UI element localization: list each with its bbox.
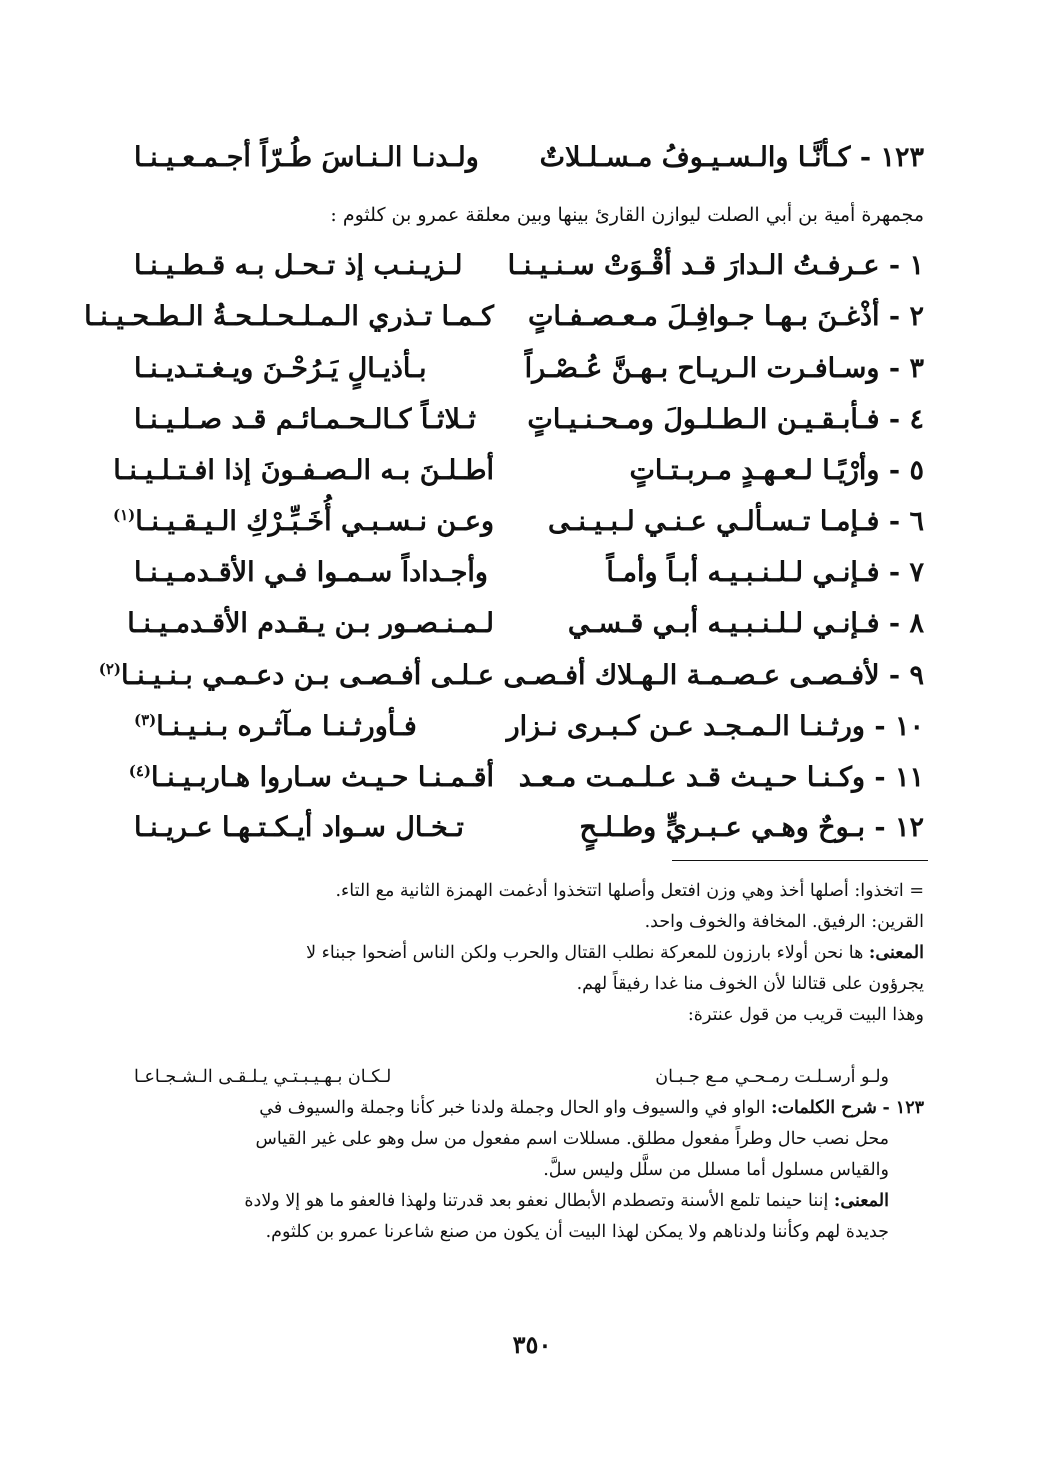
- verse-ajz: [134, 705, 494, 749]
- verse-ajz-text: وعـن نـسـبـي أُخَـبِّـرْكِ الـيـقـيـنـا: [135, 506, 494, 537]
- verse-ajz: [134, 398, 494, 442]
- verse-ajz: [134, 551, 494, 595]
- sharh-text: الواو في والسيوف واو الحال وجملة ولدنا خبر كأنا وجملة والسيوف في: [259, 1098, 766, 1118]
- verse-sadr: ١٠ - ورثـنـا الـمـجـد عـن كـبـرى نـزار: [506, 711, 924, 742]
- verse-sadr: ١١ - وكـنـا حـيـث قـد عـلـمـت مـعـد: [518, 762, 924, 793]
- verse-sadr: ٩ - لأفـصـى عـصـمـة الـهـلاك أفـصـى: [503, 660, 924, 691]
- lead-verse: [134, 136, 924, 180]
- sharh-label: شرح الكلمات:: [771, 1098, 877, 1118]
- verse-line: [134, 244, 924, 288]
- sharh-number: ١٢٣ -: [882, 1098, 924, 1118]
- intro-line: مجمهرة أمية بن أبي الصلت ليوازن القارئ بينها وبين معلقة عمرو بن كلثوم :: [330, 204, 924, 226]
- verse-sadr: ٢ - أذْغـنَ بـهـا جـوافِـلَ مـعـصـفـاتٍ: [528, 301, 924, 332]
- verse-line: [134, 806, 924, 850]
- antara-verse: [134, 1062, 889, 1093]
- meaning-label: المعنى:: [833, 1191, 889, 1211]
- verse-line: [134, 347, 924, 391]
- meaning-text: ها نحن أولاء بارزون للمعركة نطلب القتال والحرب ولكن الناس أضحوا جبناء لا: [306, 943, 864, 963]
- verse-ajz: [113, 500, 494, 544]
- footnote-line: محل نصب حال وطراً مفعول مطلق. مسللات اسم مفعول من سل وهو على غير القياس: [255, 1129, 889, 1149]
- verse-ajz-text: فـأورثـنـا مـآثـره بـنـيـنـا: [156, 711, 417, 742]
- verse-ajz-text: أطـلـنَ بـه الـصـفـونَ إذا افـتـلـيـنـا: [113, 455, 494, 486]
- footnote-line: يجرؤون على قتالنا لأن الخوف منا غدا رفيقاً لهم.: [576, 974, 924, 994]
- sharh-line: [134, 1093, 924, 1124]
- verse-sadr: ٣ - وسـافـرت الـريـاح بـهـنَّ عُـصْـراً: [524, 353, 924, 384]
- verse-ajz: [134, 347, 494, 391]
- verse-ajz: [98, 654, 494, 698]
- footnote-line: = اتخذوا: أصلها أخذ وهي وزن افتعل وأصلها اتتخذوا أدغمت الهمزة الثانية مع التاء.: [335, 881, 924, 901]
- verse-line: [128, 756, 924, 800]
- verse-sadr: ٤ - فـأبـقـيـن الـطـلـولَ ومـحـنـيـاتٍ: [527, 404, 924, 435]
- verse-line: [113, 500, 924, 544]
- verse-ajz: [128, 756, 494, 800]
- verse-sadr: ٨ - فـإنـي لـلـنـبـيـه أبـي قـسـي: [567, 608, 924, 639]
- verse-sadr: ١٢ - بـوحٌ وهـي عـبـريٍّ وطـلـحٍ: [579, 812, 924, 843]
- verse-line: [98, 654, 924, 698]
- verse-line: [84, 295, 924, 339]
- verse-ajz-text: لـمـنـصـور بـن يـقـدم الأقـدمـيـنـا: [127, 608, 494, 639]
- verse-sadr: ٦ - فـإمـا تـسـألـي عـنـي لـبـيـنـى: [547, 506, 924, 537]
- antara-ajz: لـكـان بـهـيـبـتـي يـلـقـى الـشـجـاعـا: [134, 1067, 392, 1087]
- verse-line: [113, 449, 924, 493]
- verse-ajz: [127, 602, 494, 646]
- footnote-marker: (١): [113, 506, 136, 524]
- verse-ajz-text: ثـلاثـاً كـالـحـمـائـم قـد صـلـيـنـا: [134, 404, 477, 435]
- verse-ajz: [84, 295, 494, 339]
- verse-ajz: [134, 244, 494, 288]
- verse-ajz-text: بـأذيـالٍ يَـرُحْـنَ ويـغـتـديـنـا: [134, 353, 427, 384]
- verse-line: [134, 551, 924, 595]
- verse-sadr: ٧ - فـإنـي لـلـنـبـيـه أبـاً وأمـاً: [606, 557, 924, 588]
- verse-ajz-text: تـخـال سـواد أيـكـتـهـا عـريـنـا: [134, 812, 464, 843]
- footnote-marker: (٣): [134, 711, 157, 729]
- footnote-line: جديدة لهم وكأننا ولدناهم ولا يمكن لهذا البيت أن يكون من صنع شاعرنا عمرو بن كلثوم.: [265, 1222, 889, 1242]
- verse-ajz-text: لـزيـنـب إذ تـحـل بـه قـطـيـنـا: [134, 250, 463, 281]
- footnote-separator: [672, 860, 928, 861]
- verse-ajz-text: عـلـى أفـصـى بـن دعـمـي بـنـيـنـا: [121, 660, 494, 691]
- page-number: ٣٥٠: [512, 1330, 552, 1359]
- verse-ajz-text: كـمـا تـذري الـمـلـحـلـحـةُ الـطـحـيـنـا: [84, 301, 494, 332]
- footnote-line: والقياس مسلول أما مسلل من سلَّل وليس سلَّ.: [543, 1160, 889, 1180]
- meaning-text: إننا حينما تلمع الأسنة وتصطدم الأبطال نعفو بعد قدرتنا ولهذا فالعفو ما هو إلا ولادة: [244, 1191, 829, 1211]
- verse-line: [134, 398, 924, 442]
- antara-sadr: ولـو أرسـلـت رمـحـي مـع جـبـان: [655, 1067, 889, 1087]
- footnote-line: وهذا البيت قريب من قول عنترة:: [687, 1005, 924, 1025]
- footnote-line: القرين: الرفيق. المخافة والخوف واحد.: [644, 912, 924, 932]
- meaning-label: المعنى:: [868, 943, 924, 963]
- verse-ajz: [113, 449, 494, 493]
- footnote-marker: (٤): [128, 762, 151, 780]
- verse-sadr: ١ - عـرفـتُ الـدارَ قـد أقْـوَتْ سـنـيـنـا: [507, 250, 924, 281]
- verse-ajz: ولـدنـا الـنـاسَ طُـرّاً أجـمـعـيـنـا: [134, 142, 479, 173]
- verse-ajz-text: أقـمـنـا حـيـث سـاروا هـاربـيـنـا: [150, 762, 494, 793]
- footnote-meaning: [134, 1186, 889, 1217]
- footnote-marker: (٢): [98, 660, 121, 678]
- verse-line: [127, 602, 924, 646]
- verse-line: [134, 705, 924, 749]
- verse-sadr: ١٢٣ - كـأنَّـا والـسـيـوفُ مـسـلـلاتٌ: [539, 142, 924, 173]
- verse-ajz-text: وأجـداداً سـمـوا فـي الأقـدمـيـنـا: [134, 557, 488, 588]
- verse-ajz: [134, 806, 494, 850]
- footnote-meaning: [134, 938, 924, 969]
- verse-sadr: ٥ - وأرْيًـا لـعـهـدٍ مـربـتـاتٍ: [629, 455, 924, 486]
